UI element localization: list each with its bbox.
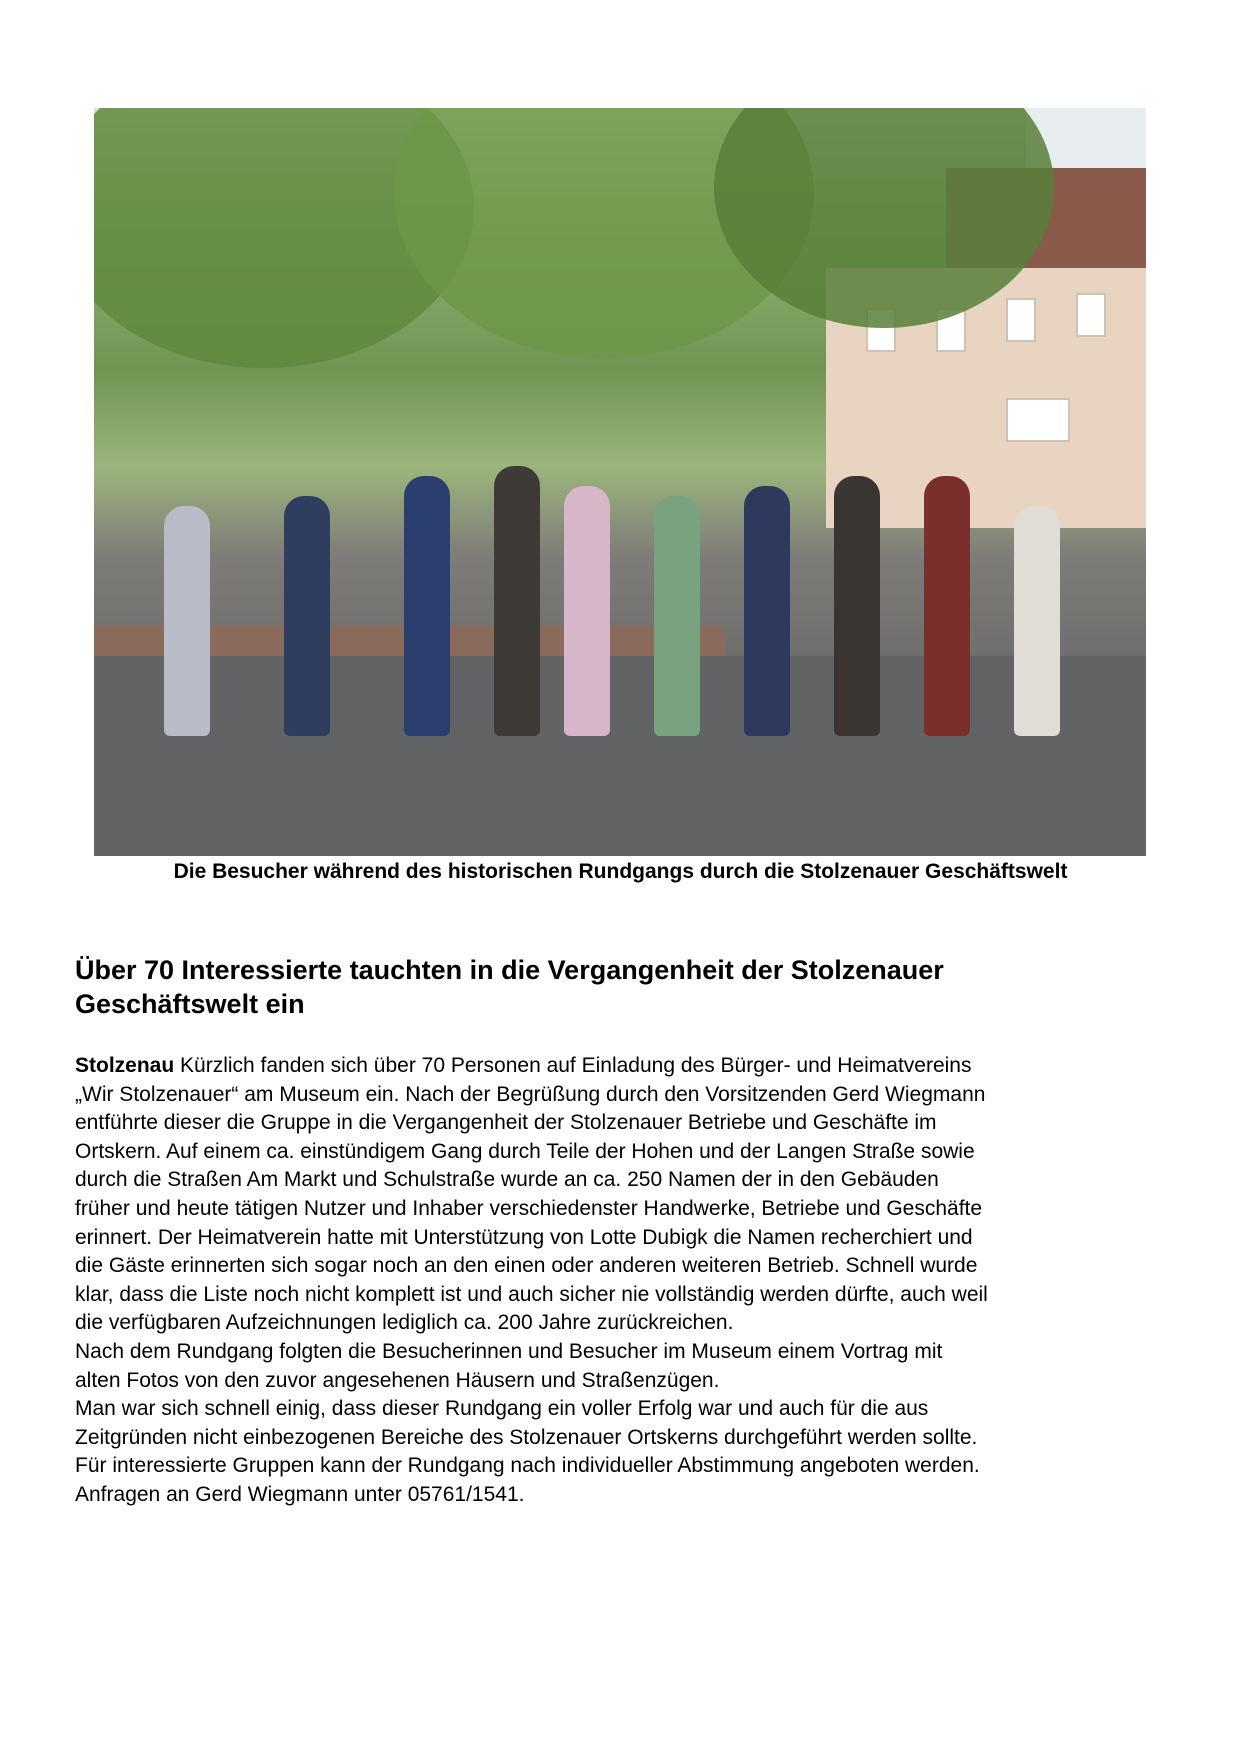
- photo-caption: Die Besucher während des historischen Rundgangs durch die Stolzenauer Geschäftswelt: [173, 860, 1068, 883]
- body-line: entführte dieser die Gruppe in die Vergangenheit der Stolzenauer Betriebe und Geschäfte im: [75, 1111, 937, 1135]
- body-line: erinnert. Der Heimatverein hatte mit Unterstützung von Lotte Dubigk die Namen recherchiert und: [75, 1225, 973, 1249]
- body-line: durch die Straßen Am Markt und Schulstraße wurde an ca. 250 Namen der in den Gebäuden: [75, 1168, 939, 1192]
- article-headline: [75, 953, 944, 1021]
- body-line: Nach dem Rundgang folgten die Besucherinnen und Besucher im Museum einem Vortrag mit: [75, 1339, 943, 1363]
- headline-line: Geschäftswelt ein: [75, 989, 305, 1019]
- body-line: Ortskern. Auf einem ca. einstündigem Gang durch Teile der Hohen und der Langen Straße sowie: [75, 1139, 975, 1163]
- body-line: Zeitgründen nicht einbezogenen Bereiche des Stolzenauer Ortskerns durchgeführt werden sollte.: [75, 1425, 978, 1449]
- body-line: die Gäste erinnerten sich sogar noch an den einen oder anderen weiteren Betrieb. Schnell wurde: [75, 1254, 978, 1278]
- body-line: Man war sich schnell einig, dass dieser Rundgang ein voller Erfolg war und auch für die aus: [75, 1397, 929, 1421]
- body-line: Anfragen an Gerd Wiegmann unter 05761/1541.: [75, 1482, 525, 1506]
- body-line: klar, dass die Liste noch nicht komplett ist und auch sicher nie vollständig werden dürfte, auch weil: [75, 1282, 988, 1306]
- headline-line: Über 70 Interessierte tauchten in die Vergangenheit der Stolzenauer: [75, 955, 944, 985]
- article-body: [75, 1052, 988, 1510]
- dateline: Stolzenau: [75, 1054, 175, 1077]
- body-line: die verfügbaren Aufzeichnungen lediglich ca. 200 Jahre zurückreichen.: [75, 1311, 734, 1335]
- street: [94, 656, 1146, 856]
- body-line: früher und heute tätigen Nutzer und Inhaber verschiedenster Handwerke, Betriebe und Geschäfte: [75, 1196, 983, 1220]
- body-line: „Wir Stolzenauer“ am Museum ein. Nach der Begrüßung durch den Vorsitzenden Gerd Wiegmann: [75, 1082, 986, 1106]
- body-line: Für interessierte Gruppen kann der Rundgang nach individueller Abstimmung angeboten werden.: [75, 1454, 980, 1478]
- group-photo: [94, 108, 1146, 856]
- body-line: Stolzenau Kürzlich fanden sich über 70 Personen auf Einladung des Bürger- und Heimatvereins: [75, 1054, 972, 1077]
- body-line: alten Fotos von den zuvor angesehenen Häusern und Straßenzügen.: [75, 1368, 720, 1392]
